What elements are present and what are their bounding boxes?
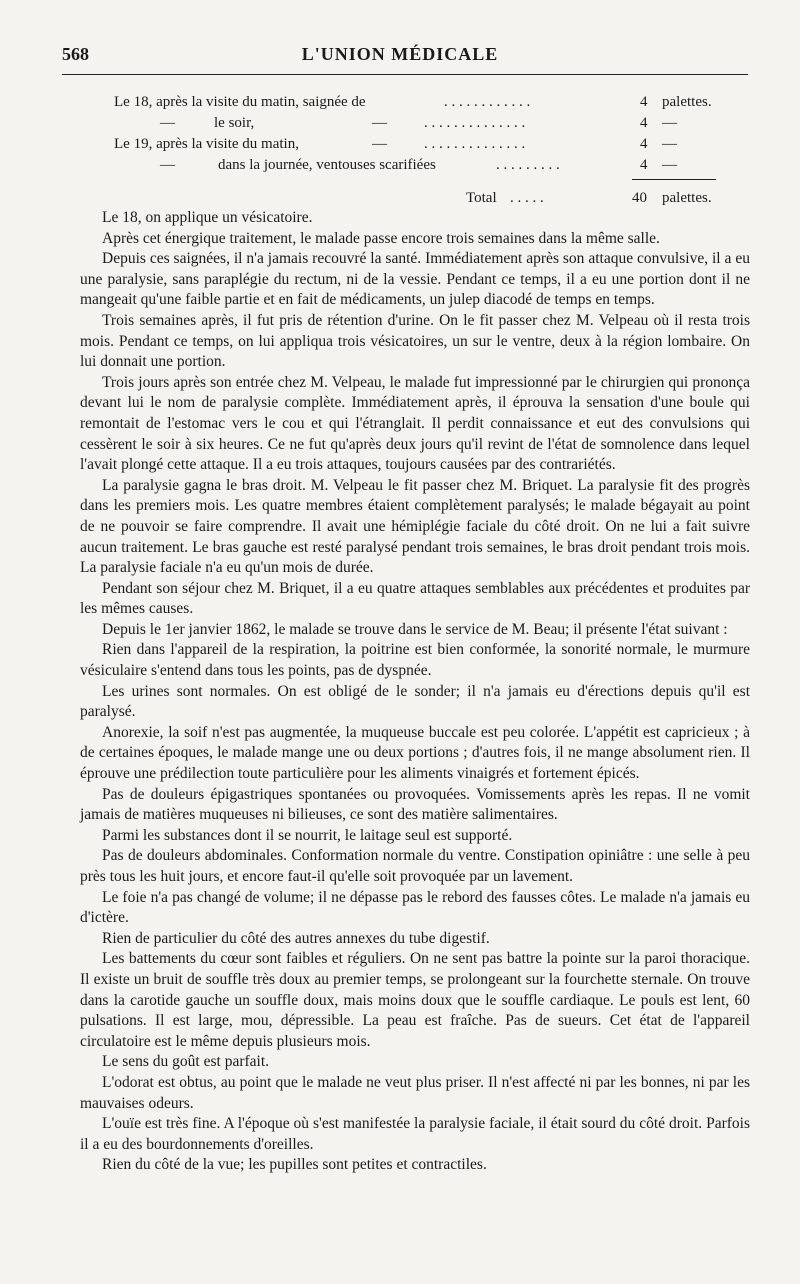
row-value: 4 <box>640 136 648 152</box>
row-description: Le 19, après la visite du matin, <box>114 136 299 152</box>
row-description: dans la journée, ventouses scarifiées <box>218 157 436 173</box>
paragraph: L'odorat est obtus, au point que le malade ne veut plus priser. Il n'est affecté ni par les bonnes, ni par les mauvaises odeurs. <box>80 1073 750 1112</box>
paragraph: L'ouïe est très fine. A l'époque où s'est manifestée la paralysie faciale, il était sourd du côté droit. Parfois il a eu des bourdonnements d'oreilles. <box>80 1115 750 1153</box>
paragraph: Le foie n'a pas changé de volume; il ne dépasse pas le rebord des fausses côtes. Le malade n'a jamais eu d'ictère. <box>80 888 750 927</box>
paragraph: Le sens du goût est parfait. <box>102 1053 270 1071</box>
row-description: Le 18, après la visite du matin, saignée de <box>114 94 366 110</box>
ditto-mark: — <box>160 157 175 173</box>
paragraph: Le 18, on applique un vésicatoire. <box>102 209 313 226</box>
paragraph: Les urines sont normales. On est obligé de le sonder; il n'a jamais eu d'érections depuis qu'il est paralysé. <box>80 682 750 721</box>
table-row <box>62 113 752 133</box>
ditto-mark: — <box>160 115 175 131</box>
paragraph: Pendant son séjour chez M. Briquet, il a eu quatre attaques semblables aux précédentes et produites par les mêmes causes. <box>80 579 750 618</box>
paragraph: Depuis ces saignées, il n'a jamais recouvré la santé. Immédiatement après son attaque convulsive, il a eu une paralysie, sans paraplégie du rectum, ni de la vessie. Pendant ce temps, il a eu une portion dont il ne mangeait qu'une faible partie et en fait de médicaments, un julep diacodé de temps en temps. <box>80 250 750 309</box>
paragraph: Trois semaines après, il fut pris de rétention d'urine. On le fit passer chez M. Velpeau où il resta trois mois. Pendant ce temps, on lui appliqua trois vésicatoires, un sur le ventre, deux à la région lombaire. On lui donnait une portion. <box>80 311 750 371</box>
row-unit: — <box>662 157 677 173</box>
row-leader: . . . . . . . . . . . . <box>444 94 531 110</box>
table-row <box>62 134 752 154</box>
paragraph: Anorexie, la soif n'est pas augmentée, la muqueuse buccale est peu colorée. L'appétit est capricieux ; à de certaines époques, le malade mange une ou deux portions ; d'autres fois, il ne mange absolument rien. Il éprouve une prédilection toute particulière pour les aliments vinaigrés et fortement épicés. <box>80 723 750 783</box>
row-unit: — <box>662 115 677 131</box>
row-value: 4 <box>640 94 648 110</box>
paragraph: Après cet énergique traitement, le malade passe encore trois semaines dans la même salle. <box>102 229 660 247</box>
paragraph: Les battements du cœur sont faibles et réguliers. On ne sent pas battre la pointe sur la paroi thoracique. Il existe un bruit de souffle très doux au premier temps, se prolongeant sur la fourchette sternale. On trouve dans la carotide gauche un souffle doux, mais moins doux que le souffle cardiaque. Le pouls est lent, 60 pulsations. Il est large, mou, dépressible. La peau est fraîche. Pas de sueurs. Cet état de l'appareil circulatoire est le même depuis plusieurs mois. <box>80 950 750 1050</box>
article-body <box>80 208 750 1176</box>
table-row <box>62 155 752 175</box>
paragraph: La paralysie gagna le bras droit. M. Velpeau le fit passer chez M. Briquet. La paralysie fit des progrès dans les premiers mois. Les quatre membres étaient complètement paralysés; le malade bégayait au point de ne pouvoir se faire comprendre. Il avait une hémiplégie faciale du côté droit. On ne lui a fait suivre aucun traitement. Le bras gauche est resté paralysé pendant trois semaines, le bras droit pendant trois mois. La paralysie faciale n'a eu qu'un mois de durée. <box>80 476 750 577</box>
total-rule <box>632 179 716 180</box>
row-unit: palettes. <box>662 94 712 110</box>
page-number: 568 <box>62 44 89 64</box>
row-unit: — <box>662 136 677 152</box>
row-value: 4 <box>640 115 648 131</box>
ditto-mark: — <box>372 115 387 131</box>
row-leader: . . . . . . . . . <box>496 157 560 173</box>
total-unit: palettes. <box>662 190 712 206</box>
paragraph: Rien de particulier du côté des autres annexes du tube digestif. <box>102 929 490 947</box>
paragraph: Depuis le 1er janvier 1862, le malade se trouve dans le service de M. Beau; il présente l'état suivant : <box>102 620 728 638</box>
row-leader: . . . . . . . . . . . . . . <box>424 136 526 152</box>
page-header <box>62 44 738 70</box>
table-row <box>62 92 752 112</box>
paragraph: Trois jours après son entrée chez M. Velpeau, le malade fut impressionné par le chirurgien qui prononça devant lui le nom de paralysie complète. Immédiatement après, il éprouva la sensation d'une boule qui remontait de l'estomac vers le cou et qui l'étranglait. Il perdit connaissance et eut des convulsions qui cessèrent le soir à six heures. Ce ne fut qu'après deux jours qu'il revint de l'état de somnolence dans lequel l'avait plongé cette attaque. Il a eu trois attaques, toujours causées par des contrariétés. <box>80 373 750 474</box>
paragraph: Pas de douleurs abdominales. Conformation normale du ventre. Constipation opiniâtre : une selle à peu près tous les huit jours, et encore faut-il qu'elle soit provoquée par un lavement. <box>80 847 750 885</box>
total-value: 40 <box>632 190 647 206</box>
paragraph: Rien dans l'appareil de la respiration, la poitrine est bien conformée, la sonorité normale, le murmure vésiculaire s'entend dans tous les points, pas de dyspnée. <box>80 641 750 680</box>
ditto-mark: — <box>372 136 387 152</box>
paragraph: Parmi les substances dont il se nourrit, le laitage seul est supporté. <box>102 826 513 844</box>
row-value: 4 <box>640 157 648 173</box>
row-description: le soir, <box>214 115 255 131</box>
journal-title: L'UNION MÉDICALE <box>301 44 499 64</box>
paragraph: Pas de douleurs épigastriques spontanées ou provoquées. Vomissements après les repas. Il ne vomit jamais de matières muqueuses ni bilieuses, ce sont des matière salimentaires. <box>80 785 750 824</box>
total-label: Total <box>466 190 497 206</box>
table-total-row <box>62 188 752 208</box>
header-rule <box>62 74 748 75</box>
total-leader: . . . . . <box>510 190 544 206</box>
paragraph: Rien du côté de la vue; les pupilles sont petites et contractiles. <box>102 1156 487 1174</box>
row-leader: . . . . . . . . . . . . . . <box>424 115 526 131</box>
